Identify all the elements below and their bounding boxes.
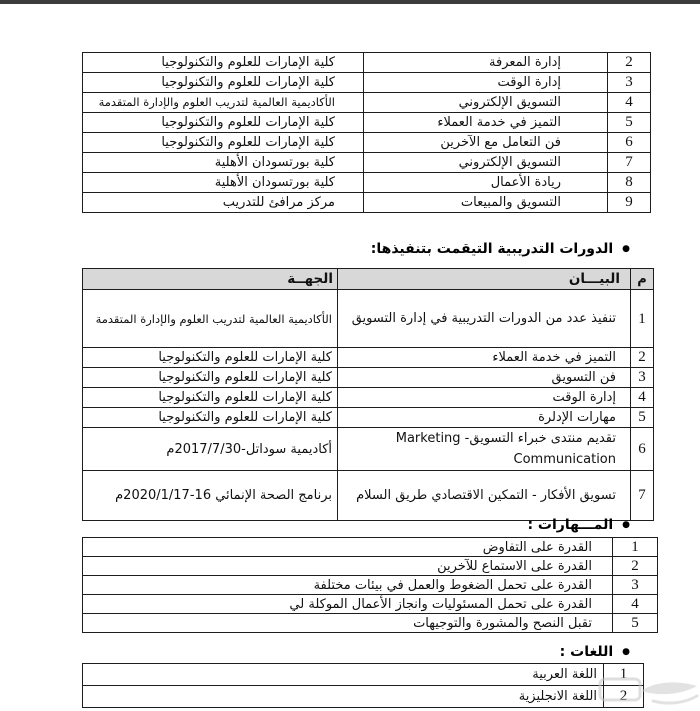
row-number: 5	[631, 408, 654, 428]
language-text: اللغة العربية	[83, 664, 604, 686]
table-row	[83, 153, 651, 173]
statement-cell: تسويق الأفكار - التمكين الاقتصادي طريق السلام	[338, 471, 631, 521]
table-row	[83, 557, 658, 576]
section-title-skills	[527, 517, 630, 533]
skills-table	[82, 537, 658, 633]
table-row	[83, 290, 654, 348]
row-number: 7	[608, 153, 651, 173]
course-provider: كلية الإمارات للعلوم والتكنولوجيا	[83, 133, 364, 153]
bullet-icon: ●	[622, 520, 630, 530]
executed-courses-table	[82, 268, 654, 521]
course-provider: كلية الإمارات للعلوم والتكنولوجيا	[83, 53, 364, 73]
statement-cell: مهارات الإدلرة	[338, 408, 631, 428]
scan-top-edge	[0, 0, 700, 4]
skill-text: القدرة على التفاوض	[83, 538, 613, 557]
watermark-logo-icon	[583, 672, 700, 710]
row-number: 9	[608, 193, 651, 213]
course-name: التميز في خدمة العملاء	[364, 113, 608, 133]
table-row	[83, 173, 651, 193]
skill-text: تقبل النصح والمشورة والتوجيهات	[83, 614, 613, 633]
section-title-text: اللغات :	[559, 644, 614, 660]
statement-cell: التميز في خدمة العملاء	[338, 348, 631, 368]
statement-cell: إدارة الوقت	[338, 388, 631, 408]
entity-cell: الأكاديمية العالمية لتدريب العلوم والإدارة المتقدمة	[83, 290, 338, 348]
skill-text: القدرة على تحمل الضغوط والعمل في بيئات مختلفة	[83, 576, 613, 595]
table-row	[83, 133, 651, 153]
row-number: 6	[608, 133, 651, 153]
row-number: 6	[631, 428, 654, 471]
table-row	[83, 471, 654, 521]
row-number: 1	[631, 290, 654, 348]
table-row	[83, 595, 658, 614]
entity-cell: برنامج الصحة الإنمائي 16-2020/1/17م	[83, 471, 338, 521]
course-name: إدارة الوقت	[364, 73, 608, 93]
entity-cell: كلية الإمارات للعلوم والتكنولوجيا	[83, 368, 338, 388]
course-name: التسويق الإلكتروني	[364, 153, 608, 173]
table-row	[83, 368, 654, 388]
row-number: 2	[613, 557, 658, 576]
row-number: 4	[613, 595, 658, 614]
statement-cell: تقديم منتدى خبراء التسويق- Marketing Communication	[338, 428, 631, 471]
courses-attended-table	[82, 52, 651, 213]
course-provider: كلية الإمارات للعلوم والتكنولوجيا	[83, 73, 364, 93]
row-number: 3	[608, 73, 651, 93]
row-number: 5	[608, 113, 651, 133]
language-text: اللغة الانجليزية	[83, 686, 604, 708]
statement-cell: تنفيذ عدد من الدورات التدريبية في إدارة التسويق	[338, 290, 631, 348]
row-number: 2	[631, 348, 654, 368]
row-number: 2	[604, 686, 644, 708]
table-row	[83, 538, 658, 557]
table-row	[83, 614, 658, 633]
course-name: ريادة الأعمال	[364, 173, 608, 193]
table-row	[83, 664, 644, 686]
entity-cell: أكاديمية سوداتل-2017/7/30م	[83, 428, 338, 471]
course-provider: كلية الإمارات للعلوم والتكنولوجيا	[83, 113, 364, 133]
course-provider: مركز مرافئ للتدريب	[83, 193, 364, 213]
table-row	[83, 113, 651, 133]
header-statement: البيـــان	[338, 269, 631, 290]
skill-text: القدرة على الاستماع للآخرين	[83, 557, 613, 576]
row-number: 2	[608, 53, 651, 73]
header-number: م	[631, 269, 654, 290]
row-number: 4	[608, 93, 651, 113]
table-row	[83, 408, 654, 428]
section-title-text: الدورات التدريبية التيقمت بتنفيذها:	[370, 241, 614, 257]
bullet-icon: ●	[622, 647, 630, 657]
table-row	[83, 193, 651, 213]
table-row	[83, 428, 654, 471]
row-number: 8	[608, 173, 651, 193]
row-number: 5	[613, 614, 658, 633]
section-title-languages	[560, 644, 630, 660]
table-row	[83, 53, 651, 73]
bullet-icon: ●	[622, 244, 630, 254]
table-row	[83, 73, 651, 93]
entity-cell: كلية الإمارات للعلوم والتكنولوجيا	[83, 348, 338, 368]
entity-cell: كلية الإمارات للعلوم والتكنولوجيا	[83, 408, 338, 428]
row-number: 3	[631, 368, 654, 388]
table-row	[83, 348, 654, 368]
section-title-executed-courses	[371, 241, 630, 257]
row-number: 3	[613, 576, 658, 595]
table-header-row	[83, 269, 654, 290]
course-provider: كلية بورتسودان الأهلية	[83, 153, 364, 173]
row-number: 1	[613, 538, 658, 557]
course-name: التسويق والمبيعات	[364, 193, 608, 213]
row-number: 7	[631, 471, 654, 521]
statement-cell: فن التسويق	[338, 368, 631, 388]
entity-cell: كلية الإمارات للعلوم والتكنولوجيا	[83, 388, 338, 408]
table-row	[83, 576, 658, 595]
course-name: فن التعامل مع الآخرين	[364, 133, 608, 153]
languages-table	[82, 663, 644, 708]
skill-text: القدرة على تحمل المسئوليات وانجاز الأعمال الموكلة لي	[83, 595, 613, 614]
row-number: 4	[631, 388, 654, 408]
course-name: التسويق الإلكتروني	[364, 93, 608, 113]
header-entity: الجهــة	[83, 269, 338, 290]
table-row	[83, 686, 644, 708]
course-provider: الأكاديمية العالمية لتدريب العلوم والإدارة المتقدمة	[83, 93, 364, 113]
section-title-text: المـــهارات :	[527, 517, 614, 533]
table-row	[83, 93, 651, 113]
table-row	[83, 388, 654, 408]
course-provider: كلية بورتسودان الأهلية	[83, 173, 364, 193]
course-name: إدارة المعرفة	[364, 53, 608, 73]
row-number: 1	[604, 664, 644, 686]
